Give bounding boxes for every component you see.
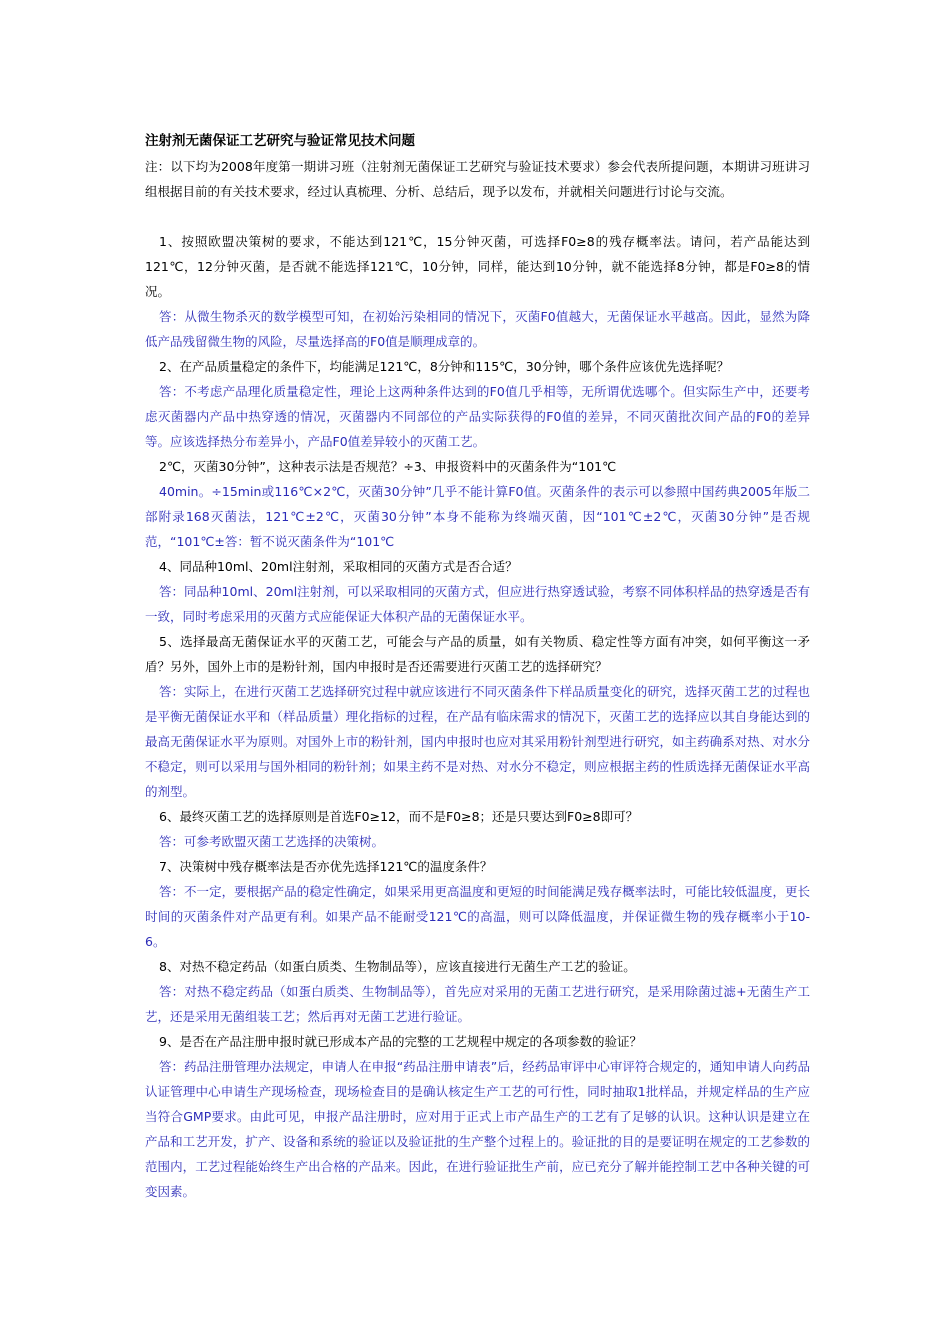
answer-paragraph: 答：可参考欧盟灭菌工艺选择的决策树。	[159, 834, 385, 849]
question-paragraph: 1、按照欧盟决策树的要求，不能达到121℃，15分钟灭菌，可选择F0≥8的残存概率法。请问，若产品能达到121℃，12分钟灭菌，是否就不能选择121℃，10分钟，同样，能达到10分钟，就不能选择8分钟，都是F0≥8的情况。	[145, 234, 810, 299]
question-paragraph: 5、选择最高无菌保证水平的灭菌工艺，可能会与产品的质量，如有关物质、稳定性等方面有冲突，如何平衡这一矛盾？另外，国外上市的是粉针剂，国内申报时是否还需要进行灭菌工艺的选择研究？	[145, 634, 810, 674]
qa-list	[145, 229, 810, 1204]
document-note: 注：以下均为2008年度第一期讲习班（注射剂无菌保证工艺研究与验证技术要求）参会代表所提问题，本期讲习班讲习组根据目前的有关技术要求，经过认真梳理、分析、总结后，现予以发布，并就相关问题进行讨论与交流。	[145, 159, 810, 199]
answer-paragraph: 答：同品种10ml、20ml注射剂，可以采取相同的灭菌方式，但应进行热穿透试验，考察不同体积样品的热穿透是否有一致，同时考虑采用的灭菌方式应能保证大体积产品的无菌保证水平。	[145, 584, 810, 624]
answer-paragraph: 答：药品注册管理办法规定，申请人在申报“药品注册申请表”后，经药品审评中心审评符合规定的，通知申请人向药品认证管理中心申请生产现场检查，现场检查目的是确认核定生产工艺的可行性，同时抽取1批样品，并规定样品的生产应当符合GMP要求。由此可见，申报产品注册时，应对用于正式上市产品生产的工艺有了足够的认识。这种认识是建立在产品和工艺开发，扩产、设备和系统的验证以及验证批的生产整个过程上的。验证批的目的是要证明在规定的工艺参数的范围内，工艺过程能始终生产出合格的产品来。因此，在进行验证批生产前，应已充分了解并能控制工艺中各种关键的可变因素。	[145, 1059, 810, 1199]
answer-paragraph: 答：不考虑产品理化质量稳定性，理论上这两种条件达到的F0值几乎相等，无所谓优选哪个。但实际生产中，还要考虑灭菌器内产品中热穿透的情况，灭菌器内不同部位的产品实际获得的F0值的差异，不同灭菌批次间产品的F0的差异等。应该选择热分布差异小，产品F0值差异较小的灭菌工艺。	[145, 384, 810, 449]
answer-paragraph: 40min。÷15min或116℃×2℃，灭菌30分钟”几乎不能计算F0值。灭菌条件的表示可以参照中国药典2005年版二部附录168灭菌法，121℃±2℃，灭菌30分钟”本身不能称为终端灭菌，因“101℃±2℃，灭菌30分钟”是否规范，“101℃±答：暂不说灭菌条件为“101℃	[145, 484, 810, 549]
document-page	[145, 128, 810, 1204]
question-paragraph: 6、最终灭菌工艺的选择原则是首选F0≥12，而不是F0≥8；还是只要达到F0≥8即可？	[159, 809, 639, 824]
answer-paragraph: 答：从微生物杀灭的数学模型可知，在初始污染相同的情况下，灭菌F0值越大，无菌保证水平越高。因此，显然为降低产品残留微生物的风险，尽量选择高的F0值是顺理成章的。	[145, 309, 810, 349]
document-title: 注射剂无菌保证工艺研究与验证常见技术问题	[145, 133, 415, 149]
question-paragraph: 9、是否在产品注册申报时就已形成本产品的完整的工艺规程中规定的各项参数的验证？	[159, 1034, 642, 1049]
question-paragraph: 7、决策树中残存概率法是否亦优先选择121℃的温度条件？	[159, 859, 493, 874]
question-paragraph: 2℃，灭菌30分钟”，这种表示法是否规范？÷3、申报资料中的灭菌条件为“101℃	[159, 459, 617, 474]
blank-line	[145, 204, 810, 229]
answer-paragraph: 答：不一定，要根据产品的稳定性确定，如果采用更高温度和更短的时间能满足残存概率法时，可能比较低温度，更长时间的灭菌条件对产品更有利。如果产品不能耐受121℃的高温，则可以降低温度，并保证微生物的残存概率小于10-6。	[145, 884, 810, 949]
answer-paragraph: 答：对热不稳定药品（如蛋白质类、生物制品等），首先应对采用的无菌工艺进行研究，是采用除菌过滤+无菌生产工艺，还是采用无菌组装工艺；然后再对无菌工艺进行验证。	[145, 984, 810, 1024]
answer-paragraph: 答：实际上，在进行灭菌工艺选择研究过程中就应该进行不同灭菌条件下样品质量变化的研究，选择灭菌工艺的过程也是平衡无菌保证水平和（样品质量）理化指标的过程，在产品有临床需求的情况下，灭菌工艺的选择应以其自身能达到的最高无菌保证水平为原则。对国外上市的粉针剂，国内申报时也应对其采用粉针剂型进行研究，如主药确系对热、对水分不稳定，则可以采用与国外相同的粉针剂；如果主药不是对热、对水分不稳定，则应根据主药的性质选择无菌保证水平高的剂型。	[145, 684, 810, 799]
question-paragraph: 8、对热不稳定药品（如蛋白质类、生物制品等），应该直接进行无菌生产工艺的验证。	[159, 959, 636, 974]
question-paragraph: 4、同品种10ml、20ml注射剂，采取相同的灭菌方式是否合适？	[159, 559, 518, 574]
question-paragraph: 2、在产品质量稳定的条件下，均能满足121℃，8分钟和115℃，30分钟，哪个条件应该优先选择呢？	[159, 359, 730, 374]
